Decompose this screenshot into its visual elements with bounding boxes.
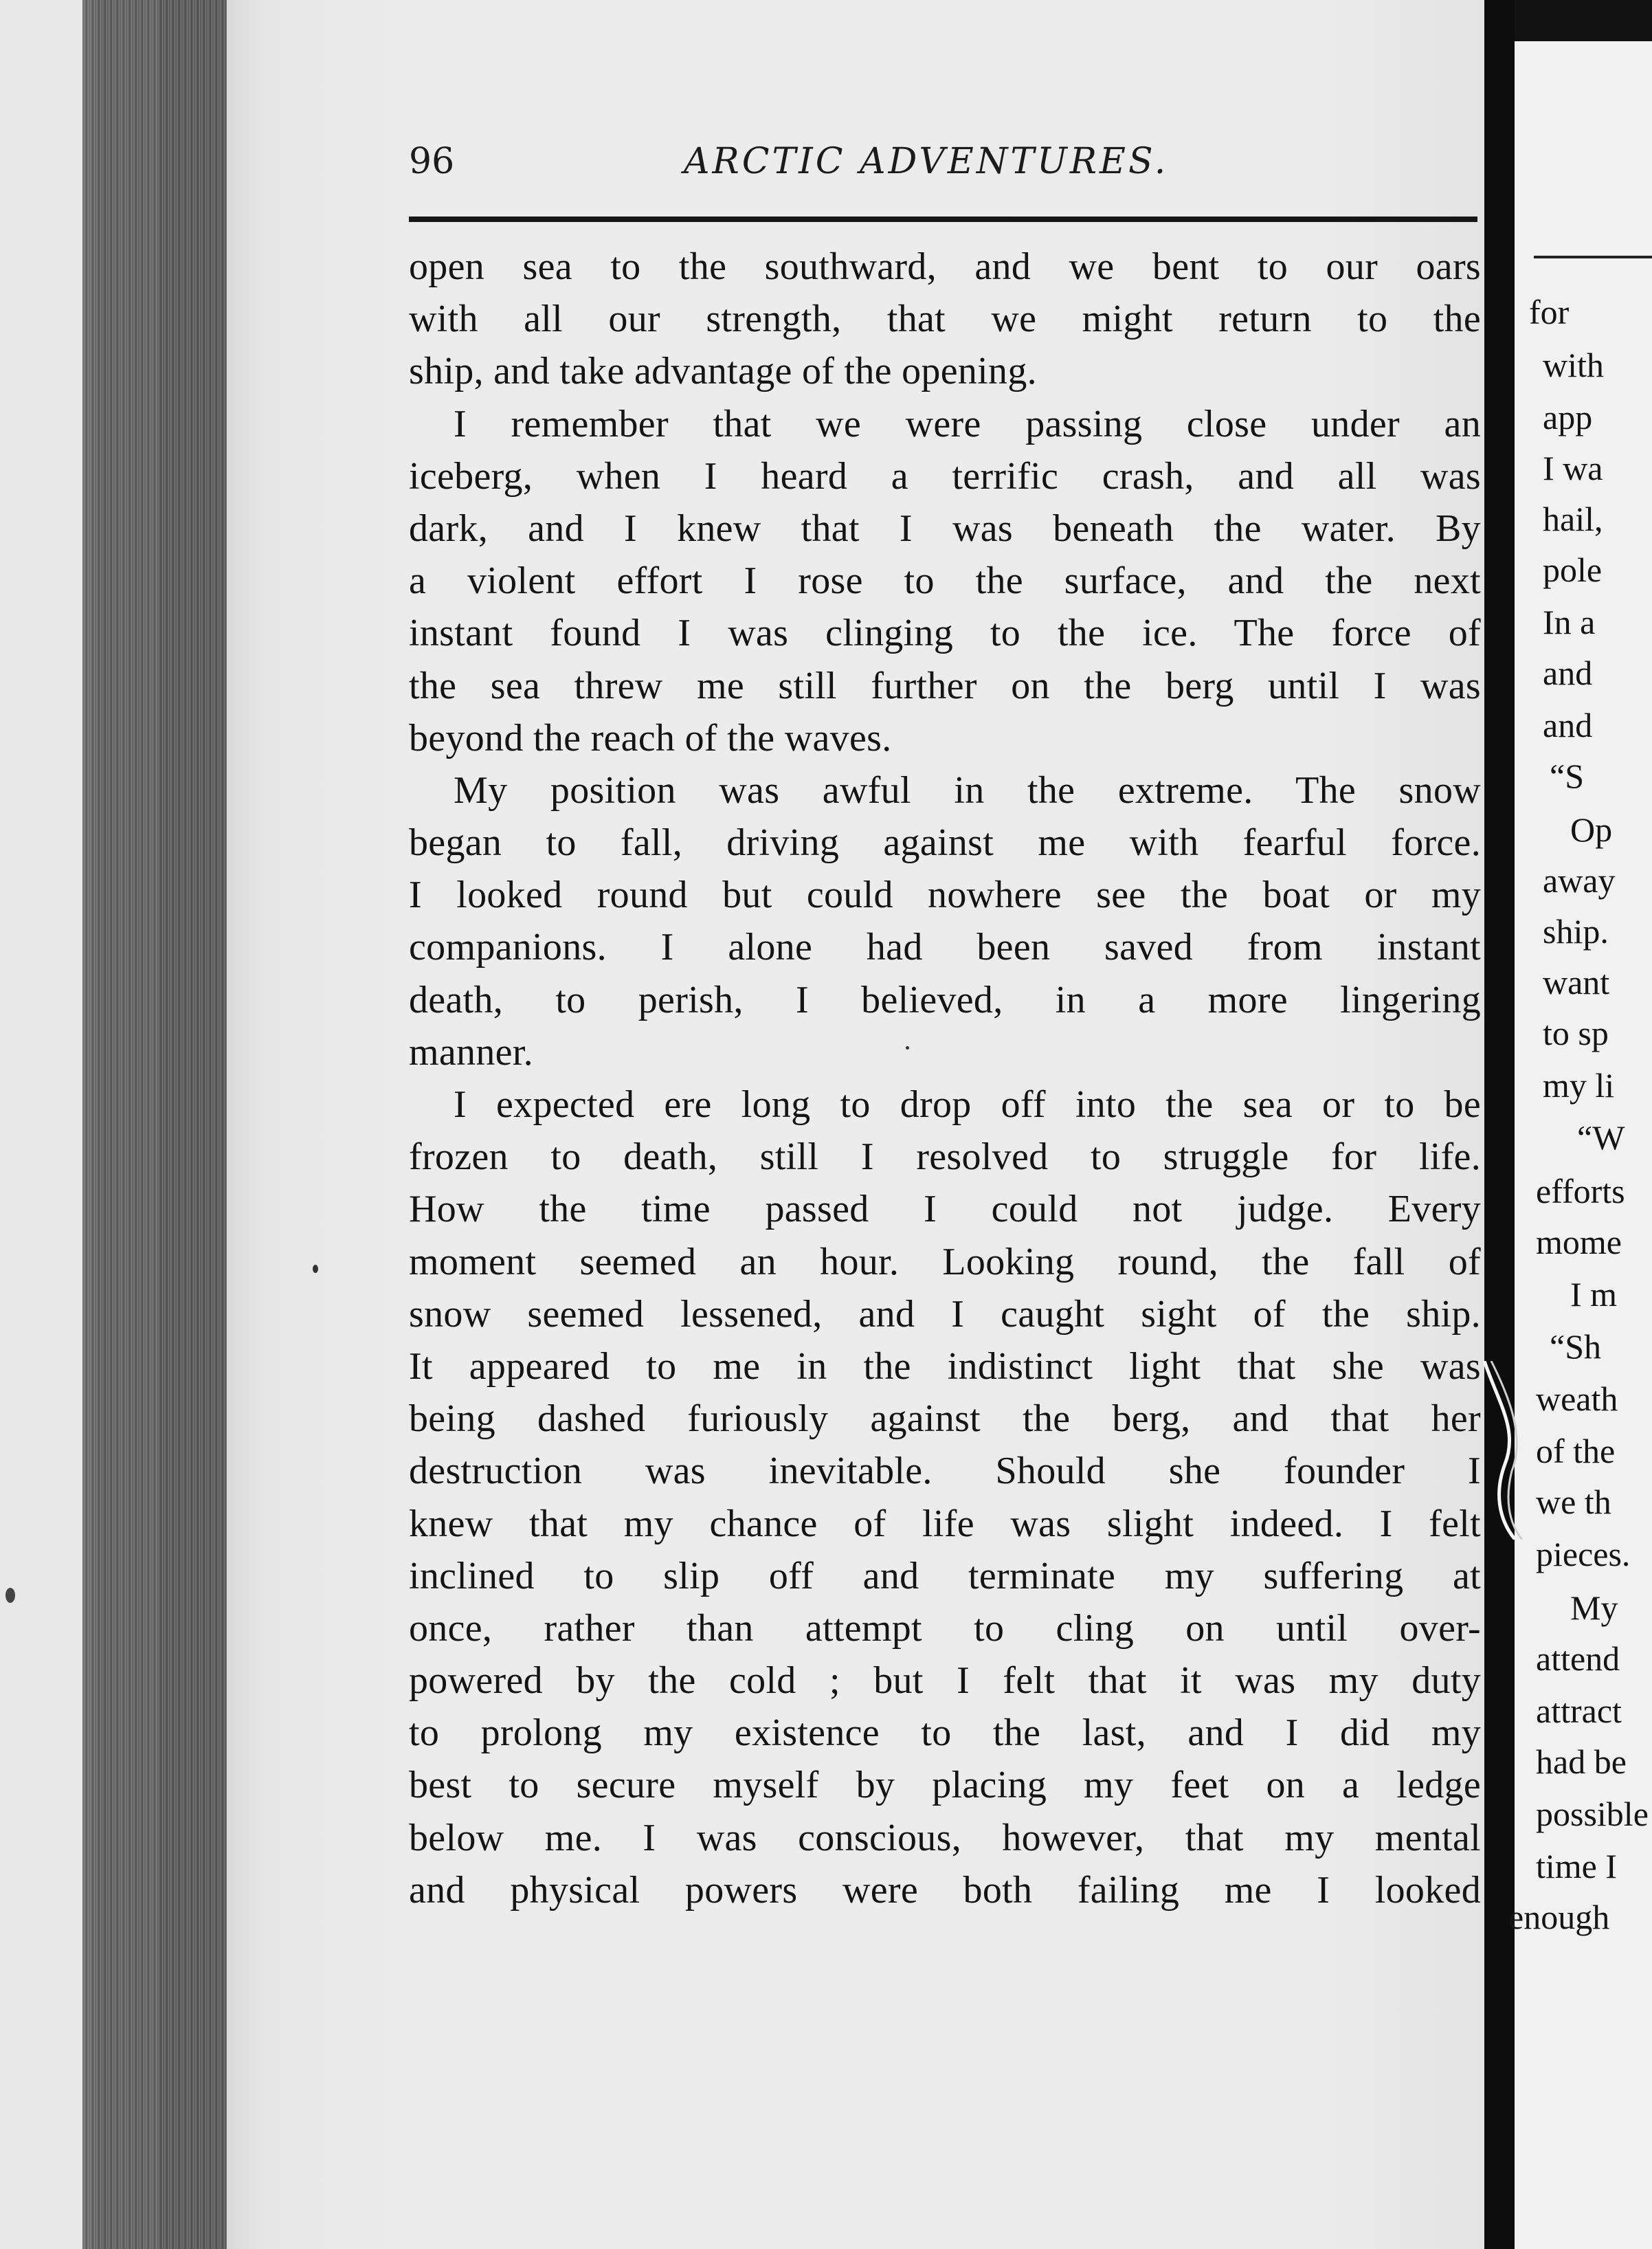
right-page-line: efforts: [1536, 1172, 1625, 1210]
right-page-line: weath: [1536, 1380, 1618, 1418]
page-number: 96: [409, 141, 455, 182]
right-page-line: mome: [1536, 1223, 1622, 1261]
right-page-line: enough: [1508, 1898, 1610, 1936]
text-line: moment seemed an hour. Looking round, the fall of: [409, 1240, 1481, 1283]
right-page-line: “W: [1577, 1118, 1625, 1157]
right-page-line: for: [1529, 293, 1570, 331]
text-line: My position was awful in the extreme. The snow: [454, 768, 1481, 812]
text-line: It appeared to me in the indistinct light that she was: [409, 1344, 1481, 1388]
text-line: frozen to death, still I resolved to struggle for life.: [409, 1135, 1481, 1179]
right-page-line: “Sh: [1550, 1327, 1601, 1366]
right-page-line: Op: [1570, 810, 1613, 849]
body-text: [409, 241, 1481, 1916]
right-page-line: pole: [1543, 551, 1603, 589]
right-page-rule: [1534, 256, 1652, 258]
text-line: began to fall, driving against me with fearful force.: [409, 821, 1481, 865]
page-header: [409, 141, 1481, 203]
ink-speck: [313, 1265, 318, 1273]
text-line: I remember that we were passing close under an: [454, 402, 1481, 445]
right-page-line: with: [1543, 346, 1604, 384]
right-page-line: I wa: [1543, 449, 1603, 487]
text-line: ship, and take advantage of the opening.: [409, 350, 1037, 393]
running-head: ARCTIC ADVENTURES.: [684, 141, 1169, 182]
right-page-line: attract: [1536, 1692, 1622, 1730]
text-line: manner.: [409, 1030, 533, 1074]
right-page-line: had be: [1536, 1742, 1627, 1781]
text-line: to prolong my existence to the last, and I did my: [409, 1711, 1481, 1755]
right-page-line: pieces.: [1536, 1535, 1631, 1573]
right-page-line: app: [1543, 398, 1593, 436]
right-page-line: we th: [1536, 1483, 1611, 1521]
text-line: inclined to slip off and terminate my suffering at: [409, 1554, 1481, 1597]
text-line: powered by the cold ; but I felt that it was my duty: [409, 1659, 1481, 1703]
text-line: death, to perish, I believed, in a more lingering: [409, 978, 1481, 1021]
text-line: I expected ere long to drop off into the sea or to be: [454, 1083, 1481, 1126]
text-line: instant found I was clinging to the ice. The force of: [409, 612, 1481, 655]
right-page-top-shadow: [1505, 0, 1652, 41]
right-page-line: time I: [1536, 1847, 1618, 1885]
right-page-line: hail,: [1543, 500, 1603, 538]
right-page-line: and: [1543, 706, 1593, 744]
right-page-line: My: [1570, 1588, 1618, 1627]
right-page-line: want: [1543, 963, 1610, 1001]
text-line: best to secure myself by placing my feet on a ledge: [409, 1764, 1481, 1807]
text-line: companions. I alone had been saved from instant: [409, 926, 1481, 969]
right-page-line: attend: [1536, 1639, 1620, 1678]
right-page-line: of the: [1536, 1432, 1616, 1470]
text-line: with all our strength, that we might return to the: [409, 298, 1481, 341]
right-page-line: I m: [1570, 1275, 1618, 1314]
text-line: a violent effort I rose to the surface, and the next: [409, 560, 1481, 603]
text-line: once, rather than attempt to cling on until over-: [409, 1606, 1481, 1650]
text-line: knew that my chance of life was slight indeed. I felt: [409, 1502, 1481, 1545]
ink-speck: [5, 1588, 15, 1603]
text-line: snow seemed lessened, and I caught sight of the ship.: [409, 1292, 1481, 1336]
text-line: I looked round but could nowhere see the boat or my: [409, 874, 1481, 917]
text-line: How the time passed I could not judge. Every: [409, 1188, 1481, 1231]
text-line: below me. I was conscious, however, that my mental: [409, 1816, 1481, 1859]
text-line: dark, and I knew that I was beneath the water. By: [409, 507, 1481, 550]
text-line: beyond the reach of the waves.: [409, 716, 892, 760]
right-page-line: “S: [1550, 757, 1584, 795]
right-page-line: In a: [1543, 603, 1596, 641]
text-line: the sea threw me still further on the berg until I was: [409, 664, 1481, 707]
header-rule: [409, 217, 1477, 222]
right-page-line: to sp: [1543, 1014, 1609, 1052]
right-page-line: possible: [1536, 1795, 1649, 1833]
text-line: destruction was inevitable. Should she founder I: [409, 1450, 1481, 1493]
text-line: being dashed furiously against the berg, and that her: [409, 1397, 1481, 1441]
right-page-line: away: [1543, 861, 1616, 900]
ribbon-bookmark: [1477, 1361, 1526, 1540]
text-line: and physical powers were both failing me I looked: [409, 1868, 1481, 1912]
page-stack-edges: [82, 0, 234, 2249]
text-line: iceberg, when I heard a terrific crash, and all was: [409, 454, 1481, 498]
text-line: open sea to the southward, and we bent to our oars: [409, 245, 1481, 288]
ink-speck: [906, 1046, 909, 1050]
right-page-line: ship.: [1543, 912, 1609, 951]
right-page-line: my li: [1543, 1066, 1615, 1105]
right-page-line: and: [1543, 654, 1593, 692]
